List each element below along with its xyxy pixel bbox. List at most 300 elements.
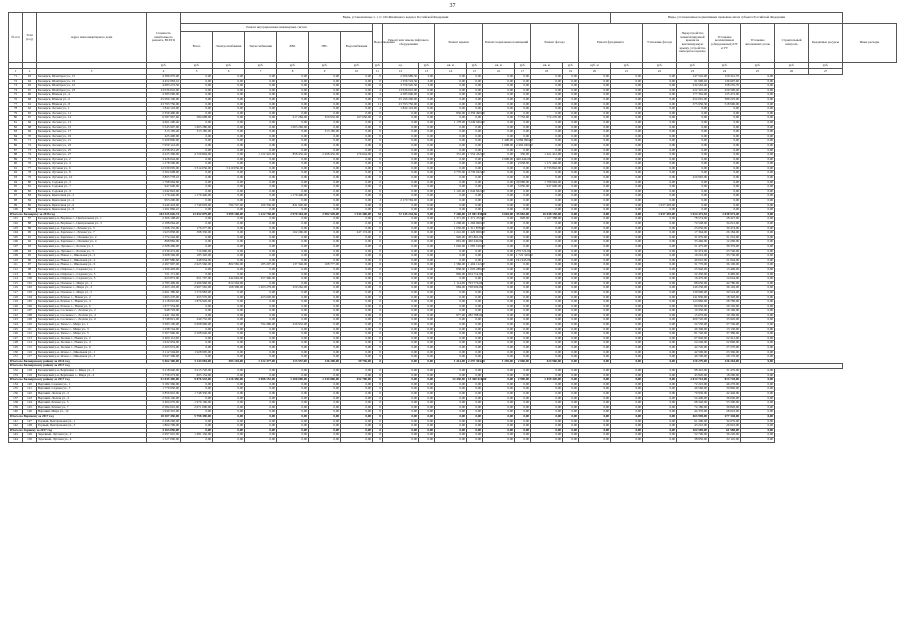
- row-value: 793 776,00: [468, 280, 483, 285]
- total-value: 7 260,00: [435, 212, 467, 217]
- row-address: Белоярск, Лесная ул., 1: [37, 107, 147, 112]
- row-value: 0,00: [741, 217, 775, 222]
- row-value: 1 268,00: [435, 222, 467, 227]
- row-value: 0: [373, 171, 383, 176]
- row-value: 0,00: [181, 111, 213, 116]
- row-value: 0,00: [245, 309, 277, 314]
- row-value: 0,00: [709, 107, 741, 112]
- row-address: Белоярск, Лесная ул., 15: [37, 125, 147, 130]
- row-value: 0,00: [563, 254, 579, 259]
- row-number: 89: [9, 157, 23, 162]
- total-value: 0,00: [483, 378, 515, 383]
- row-value: 147 542,00: [677, 75, 709, 80]
- row-value: 0,00: [643, 171, 677, 176]
- row-value: 794 480,00: [245, 323, 277, 328]
- row-value: 0,00: [277, 240, 309, 245]
- row-value: 0,00: [213, 272, 245, 277]
- column-number-cell: 22: [643, 69, 677, 75]
- row-value: 0,00: [383, 194, 419, 199]
- row-value: 0,00: [341, 433, 373, 438]
- total-value: 424 960,00: [531, 359, 563, 364]
- row-stage: 87: [23, 217, 37, 222]
- row-value: 0,00: [611, 240, 643, 245]
- row-value: 0,00: [277, 290, 309, 295]
- row-value: 0,00: [643, 84, 677, 89]
- row-value: 0,00: [245, 419, 277, 424]
- row-value: 6 733 842,00: [531, 166, 563, 171]
- row-value: 39 820,00: [709, 405, 741, 410]
- row-value: 0,00: [419, 424, 435, 429]
- row-value: 0,00: [435, 162, 467, 167]
- total-value: 463 990,00: [677, 414, 709, 419]
- row-value: 1 779 650,00: [147, 387, 181, 392]
- row-value: 0,00: [563, 369, 579, 374]
- row-value: 0,00: [643, 355, 677, 360]
- row-value: 0,00: [563, 300, 579, 305]
- row-value: 0,00: [277, 111, 309, 116]
- row-value: 0,00: [181, 134, 213, 139]
- row-value: 0,00: [741, 396, 775, 401]
- row-value: 0: [373, 350, 383, 355]
- column-number-cell: 7: [245, 69, 277, 75]
- row-value: 0,00: [383, 300, 419, 305]
- row-value: 0,00: [611, 125, 643, 130]
- row-value: 0,00: [383, 286, 419, 291]
- row-value: 0,00: [383, 217, 419, 222]
- row-value: 0,00: [435, 277, 467, 282]
- unit-cell: руб.: [147, 63, 181, 69]
- total-value: 136 200,00: [309, 359, 341, 364]
- row-value: 0,00: [563, 102, 579, 107]
- row-number: 128: [9, 341, 23, 346]
- row-value: 0,00: [677, 134, 709, 139]
- row-value: 80 050,00: [677, 304, 709, 309]
- row-value: 0,00: [579, 231, 611, 236]
- row-value: 0,00: [611, 249, 643, 254]
- total-value: 34: [373, 212, 383, 217]
- row-value: 0,00: [245, 401, 277, 406]
- total-value: 0,00: [419, 428, 435, 433]
- row-value: 0,00: [435, 130, 467, 135]
- row-value: 0,00: [515, 424, 531, 429]
- row-value: 947 600,00: [531, 185, 563, 190]
- row-value: 0,00: [419, 254, 435, 259]
- row-value: 40 700,00: [677, 355, 709, 360]
- row-value: 0,00: [341, 304, 373, 309]
- row-value: 162 296,00: [277, 231, 309, 236]
- row-value: 0,00: [419, 341, 435, 346]
- row-address: Белоярский р-н, Озёрное с., Садовая ул., 5: [37, 277, 147, 282]
- row-value: 0,00: [563, 332, 579, 337]
- row-value: 0,00: [741, 116, 775, 121]
- row-value: 2 492 040,00: [516, 142, 533, 147]
- row-value: 0,00: [563, 313, 579, 318]
- row-value: 0,00: [611, 369, 643, 374]
- row-value: 0,00: [579, 405, 611, 410]
- row-value: 0,00: [741, 254, 775, 259]
- row-value: 15 670,00: [677, 313, 709, 318]
- row-value: 34 012,00: [709, 222, 741, 227]
- row-value: 0: [373, 277, 383, 282]
- row-value: 0,00: [643, 382, 677, 387]
- row-value: 0,00: [677, 153, 709, 158]
- row-value: 0,00: [579, 226, 611, 231]
- row-value: 0,00: [435, 199, 467, 204]
- row-address: Белоярский р-н, Сосновое с., Лесная ул., 2: [37, 309, 147, 314]
- row-value: 0,00: [531, 267, 563, 272]
- row-number: 98: [9, 199, 23, 204]
- row-value: 0,00: [277, 318, 309, 323]
- row-value: 2 850 910,00: [147, 391, 181, 396]
- row-value: 140 230,00: [677, 286, 709, 291]
- row-value: 0,00: [515, 235, 531, 240]
- row-value: 0,00: [309, 162, 341, 167]
- row-value: 2 188 064,20: [147, 222, 181, 227]
- row-number: 103: [9, 226, 23, 231]
- row-value: 0,00: [435, 203, 467, 208]
- row-value: 168 308,00: [213, 286, 245, 291]
- row-value: 0,00: [643, 419, 677, 424]
- row-value: 0,00: [483, 208, 515, 213]
- row-value: 0,00: [483, 281, 515, 286]
- row-value: 0,00: [419, 410, 435, 415]
- row-value: 0,00: [419, 249, 435, 254]
- row-number: 97: [9, 194, 23, 199]
- row-value: 0,00: [611, 313, 643, 318]
- row-value: 0,00: [341, 313, 373, 318]
- row-value: 0,00: [341, 346, 373, 351]
- repair-program-table: [8, 12, 897, 443]
- row-value: 0,00: [677, 180, 709, 185]
- row-value: 0,00: [383, 148, 419, 153]
- row-value: 0,00: [309, 240, 341, 245]
- total-value: 0,00: [277, 428, 309, 433]
- row-value: 0,00: [741, 107, 775, 112]
- total-value: 0,00: [611, 212, 643, 217]
- row-value: 0,00: [579, 424, 611, 429]
- row-value: 3 428 044,00: [147, 157, 181, 162]
- row-value: 0,00: [341, 79, 373, 84]
- row-value: 0,00: [709, 208, 741, 213]
- row-value: 0,00: [213, 102, 245, 107]
- row-value: 0,00: [579, 300, 611, 305]
- row-value: 0,00: [341, 157, 373, 162]
- total-value: 0,00: [483, 428, 515, 433]
- row-value: 0,00: [309, 295, 341, 300]
- row-stage: 106: [23, 304, 37, 309]
- total-value: 0: [373, 359, 383, 364]
- row-value: 0: [373, 254, 383, 259]
- row-value: 0,00: [483, 111, 515, 116]
- row-value: 0,00: [213, 249, 245, 254]
- row-value: 0,00: [213, 180, 245, 185]
- row-value: 0,00: [531, 134, 563, 139]
- row-value: 67 940,00: [677, 336, 709, 341]
- row-value: 0,00: [741, 290, 775, 295]
- row-value: 0,00: [467, 116, 483, 121]
- row-value: 0: [373, 410, 383, 415]
- row-value: 0,00: [611, 208, 643, 213]
- row-value: 22 412,00: [709, 336, 741, 341]
- row-value: 168 777,00: [309, 263, 341, 268]
- row-value: 43 820,00: [677, 373, 709, 378]
- row-value: 40 610,00: [677, 258, 709, 263]
- row-value: 0,00: [245, 176, 277, 181]
- row-value: 0,00: [579, 222, 611, 227]
- row-stage: 93: [23, 244, 37, 249]
- row-stage: 121: [23, 387, 37, 392]
- row-value: 1 114,00: [435, 281, 467, 286]
- row-stage: 96: [23, 258, 37, 263]
- row-value: 0,00: [483, 336, 515, 341]
- row-value: 0: [373, 391, 383, 396]
- total-value: 1 200 000,00: [277, 378, 309, 383]
- row-address: Белоярск, Лесная ул., 27: [37, 153, 147, 158]
- row-value: 0,00: [531, 272, 563, 277]
- row-value: 22 110,00: [709, 437, 741, 442]
- row-value: 1 241,00: [435, 231, 467, 236]
- row-number: 91: [9, 166, 23, 171]
- row-value: 0,00: [309, 332, 341, 337]
- row-value: 0,00: [435, 318, 467, 323]
- row-stage: 72: [23, 143, 37, 148]
- row-value: 1 050,00: [435, 226, 467, 231]
- row-value: 0,00: [643, 116, 677, 121]
- row-value: 0,00: [419, 189, 435, 194]
- row-value: 0,00: [213, 295, 245, 300]
- row-value: 0,00: [611, 295, 643, 300]
- row-value: 0,00: [419, 387, 435, 392]
- row-value: 0,00: [181, 437, 213, 442]
- row-value: 0,00: [709, 194, 741, 199]
- row-value: 0,00: [213, 244, 245, 249]
- row-value: 0,00: [341, 111, 373, 116]
- row-value: 0,00: [213, 134, 245, 139]
- row-address: Белоярский р-н, Заречное с., Полевая ул., 2: [37, 235, 147, 240]
- row-value: 0,00: [277, 130, 309, 135]
- row-value: 0,00: [213, 300, 245, 305]
- row-value: 0,00: [277, 199, 309, 204]
- row-value: 0,00: [741, 97, 775, 102]
- row-value: 0,00: [531, 79, 563, 84]
- row-value: 0,00: [467, 180, 483, 185]
- row-value: 0,00: [383, 226, 419, 231]
- row-value: 0,00: [741, 405, 775, 410]
- row-value: 0,00: [563, 231, 579, 236]
- row-stage: 129: [23, 433, 37, 438]
- row-value: 0,00: [483, 226, 515, 231]
- total-value: 0,00: [483, 414, 515, 419]
- row-address: Белоярск, Лесная ул., 23: [37, 143, 147, 148]
- row-value: 1 979 160,00: [181, 401, 213, 406]
- row-value: 0,00: [709, 134, 741, 139]
- row-value: 0: [373, 84, 383, 89]
- total-value: 0,00: [579, 212, 611, 217]
- row-value: 1 722 329,00: [516, 253, 533, 258]
- row-value: 0,00: [245, 125, 277, 130]
- row-number: 88: [9, 153, 23, 158]
- row-stage: 118: [23, 369, 37, 374]
- column-number-cell: 9: [309, 69, 341, 75]
- row-value: 0,00: [277, 217, 309, 222]
- row-number: 93: [9, 176, 23, 181]
- row-value: 0,00: [531, 139, 563, 144]
- row-value: 0,00: [741, 281, 775, 286]
- row-value: 0,00: [277, 222, 309, 227]
- row-value: 0,00: [213, 120, 245, 125]
- total-value: 0,00: [531, 428, 563, 433]
- row-value: 0,00: [435, 387, 467, 392]
- row-value: 0,00: [709, 203, 741, 208]
- row-value: 0,00: [277, 235, 309, 240]
- header-address: Адрес многоквартирного дома: [37, 13, 147, 63]
- row-value: 0,00: [611, 327, 643, 332]
- row-value: 0,00: [181, 97, 213, 102]
- row-value: 0,00: [515, 107, 531, 112]
- row-address: Белоярский р-н, Сосновое с., Лесная ул., 6: [37, 318, 147, 323]
- row-value: 0,00: [563, 84, 579, 89]
- row-value: 0,00: [277, 346, 309, 351]
- row-value: 2 097 910,00: [147, 433, 181, 438]
- row-number: 112: [9, 267, 23, 272]
- row-value: 0,00: [277, 143, 309, 148]
- row-value: 0,00: [483, 369, 515, 374]
- row-value: 0,00: [341, 162, 373, 167]
- row-value: 0,00: [515, 401, 531, 406]
- row-value: 0,00: [531, 97, 563, 102]
- row-value: 0,00: [309, 249, 341, 254]
- row-value: 0,00: [383, 341, 419, 346]
- row-value: 0,00: [563, 341, 579, 346]
- row-value: 0,00: [245, 185, 277, 190]
- row-value: 0,00: [245, 304, 277, 309]
- row-value: 0,00: [181, 424, 213, 429]
- row-value: 0,00: [741, 84, 775, 89]
- row-value: 0,00: [611, 300, 643, 305]
- row-value: 1 554 432,00: [468, 152, 485, 157]
- row-address: Белоярский р-н, Луговое с., Лесная ул., 3: [37, 249, 147, 254]
- row-value: 0,00: [277, 336, 309, 341]
- row-value: 0,00: [277, 166, 309, 171]
- row-value: 1 759 273,00: [147, 373, 181, 378]
- row-value: 0,00: [383, 162, 419, 167]
- total-value: 0,00: [531, 414, 563, 419]
- total-value: 1 344 860,00: [309, 378, 341, 383]
- row-value: 0,00: [741, 120, 775, 125]
- row-stage: 104: [23, 295, 37, 300]
- row-value: 3 314 056,00: [181, 166, 213, 171]
- row-value: 0,00: [467, 373, 483, 378]
- row-value: 0,00: [419, 139, 435, 144]
- row-number: 73: [9, 84, 23, 89]
- unit-cell: кв. м: [483, 63, 515, 69]
- row-value: 0,00: [277, 120, 309, 125]
- row-value: 0,00: [531, 332, 563, 337]
- row-value: 0,00: [563, 263, 579, 268]
- row-value: 0,00: [741, 130, 775, 135]
- row-value: 1 042 822,00: [468, 188, 485, 193]
- total-value: 2 060,00: [515, 359, 531, 364]
- column-number-cell: 14: [435, 69, 467, 75]
- row-value: 31 470,00: [709, 369, 741, 374]
- row-value: 0: [373, 75, 383, 80]
- row-value: 0,00: [181, 355, 213, 360]
- row-value: 0,00: [611, 401, 643, 406]
- row-value: 984,00: [435, 286, 467, 291]
- total-value: 72 145 234,36: [383, 212, 419, 217]
- row-value: 0,00: [741, 139, 775, 144]
- row-value: 0,00: [419, 93, 435, 98]
- row-value: 0,00: [531, 277, 563, 282]
- row-value: 220 965,00: [677, 176, 709, 181]
- row-value: 0,00: [611, 84, 643, 89]
- row-value: 0,00: [611, 79, 643, 84]
- row-value: 0: [373, 143, 383, 148]
- row-value: 0,00: [643, 125, 677, 130]
- row-value: 0,00: [383, 396, 419, 401]
- row-value: 0: [373, 79, 383, 84]
- row-value: 0,00: [309, 355, 341, 360]
- row-value: 30 474,00: [709, 226, 741, 231]
- row-value: 0,00: [483, 263, 515, 268]
- row-value: 0,00: [277, 424, 309, 429]
- row-value: 0,00: [341, 143, 373, 148]
- row-address: Верхний, Мира ул., 12: [37, 410, 147, 415]
- row-stage: 125: [23, 405, 37, 410]
- row-value: 0,00: [579, 254, 611, 259]
- row-value: 0,00: [531, 323, 563, 328]
- row-address: Белоярск, Садовая ул., 9: [37, 189, 147, 194]
- row-value: 0,00: [741, 410, 775, 415]
- row-value: 0,00: [531, 88, 563, 93]
- row-value: 0,00: [213, 424, 245, 429]
- row-value: 36 192,00: [709, 286, 741, 291]
- row-number: 104: [9, 231, 23, 236]
- row-value: 25 000 100,00: [147, 97, 181, 102]
- row-value: 0,00: [515, 336, 531, 341]
- row-address: Белоярский р-н, Верхнее с., Центральная ул., 1: [37, 217, 147, 222]
- total-value: 1 222 758,00: [245, 212, 277, 217]
- unit-cell: ед.: [383, 63, 419, 69]
- row-address: Белоярск, Луговая ул., 8: [37, 171, 147, 176]
- row-value: 0,00: [435, 304, 467, 309]
- row-value: 0,00: [643, 304, 677, 309]
- row-value: 0,00: [213, 323, 245, 328]
- table-row: [9, 437, 897, 442]
- row-value: 0,00: [419, 240, 435, 245]
- row-value: 0,00: [419, 203, 435, 208]
- row-number: 119: [9, 300, 23, 305]
- row-value: 0,00: [467, 341, 483, 346]
- total-value: 0,00: [563, 359, 579, 364]
- row-value: 0,00: [419, 125, 435, 130]
- row-value: 0,00: [531, 249, 563, 254]
- row-address: Белоярский р-н, Сосновое с., Лесная ул., 4: [37, 313, 147, 318]
- row-number: 74: [9, 88, 23, 93]
- row-stage: 71: [23, 139, 37, 144]
- row-value: 0: [373, 419, 383, 424]
- row-stage: 85: [23, 203, 37, 208]
- row-value: 0,00: [579, 125, 611, 130]
- total-value: 0,00: [341, 414, 373, 419]
- row-value: 0,00: [277, 176, 309, 181]
- row-value: 0,00: [435, 309, 467, 314]
- row-value: 0,00: [611, 373, 643, 378]
- row-value: 0,00: [419, 171, 435, 176]
- row-value: 13 036 022,00: [383, 88, 419, 93]
- row-value: 0,00: [309, 235, 341, 240]
- row-value: 0,00: [643, 189, 677, 194]
